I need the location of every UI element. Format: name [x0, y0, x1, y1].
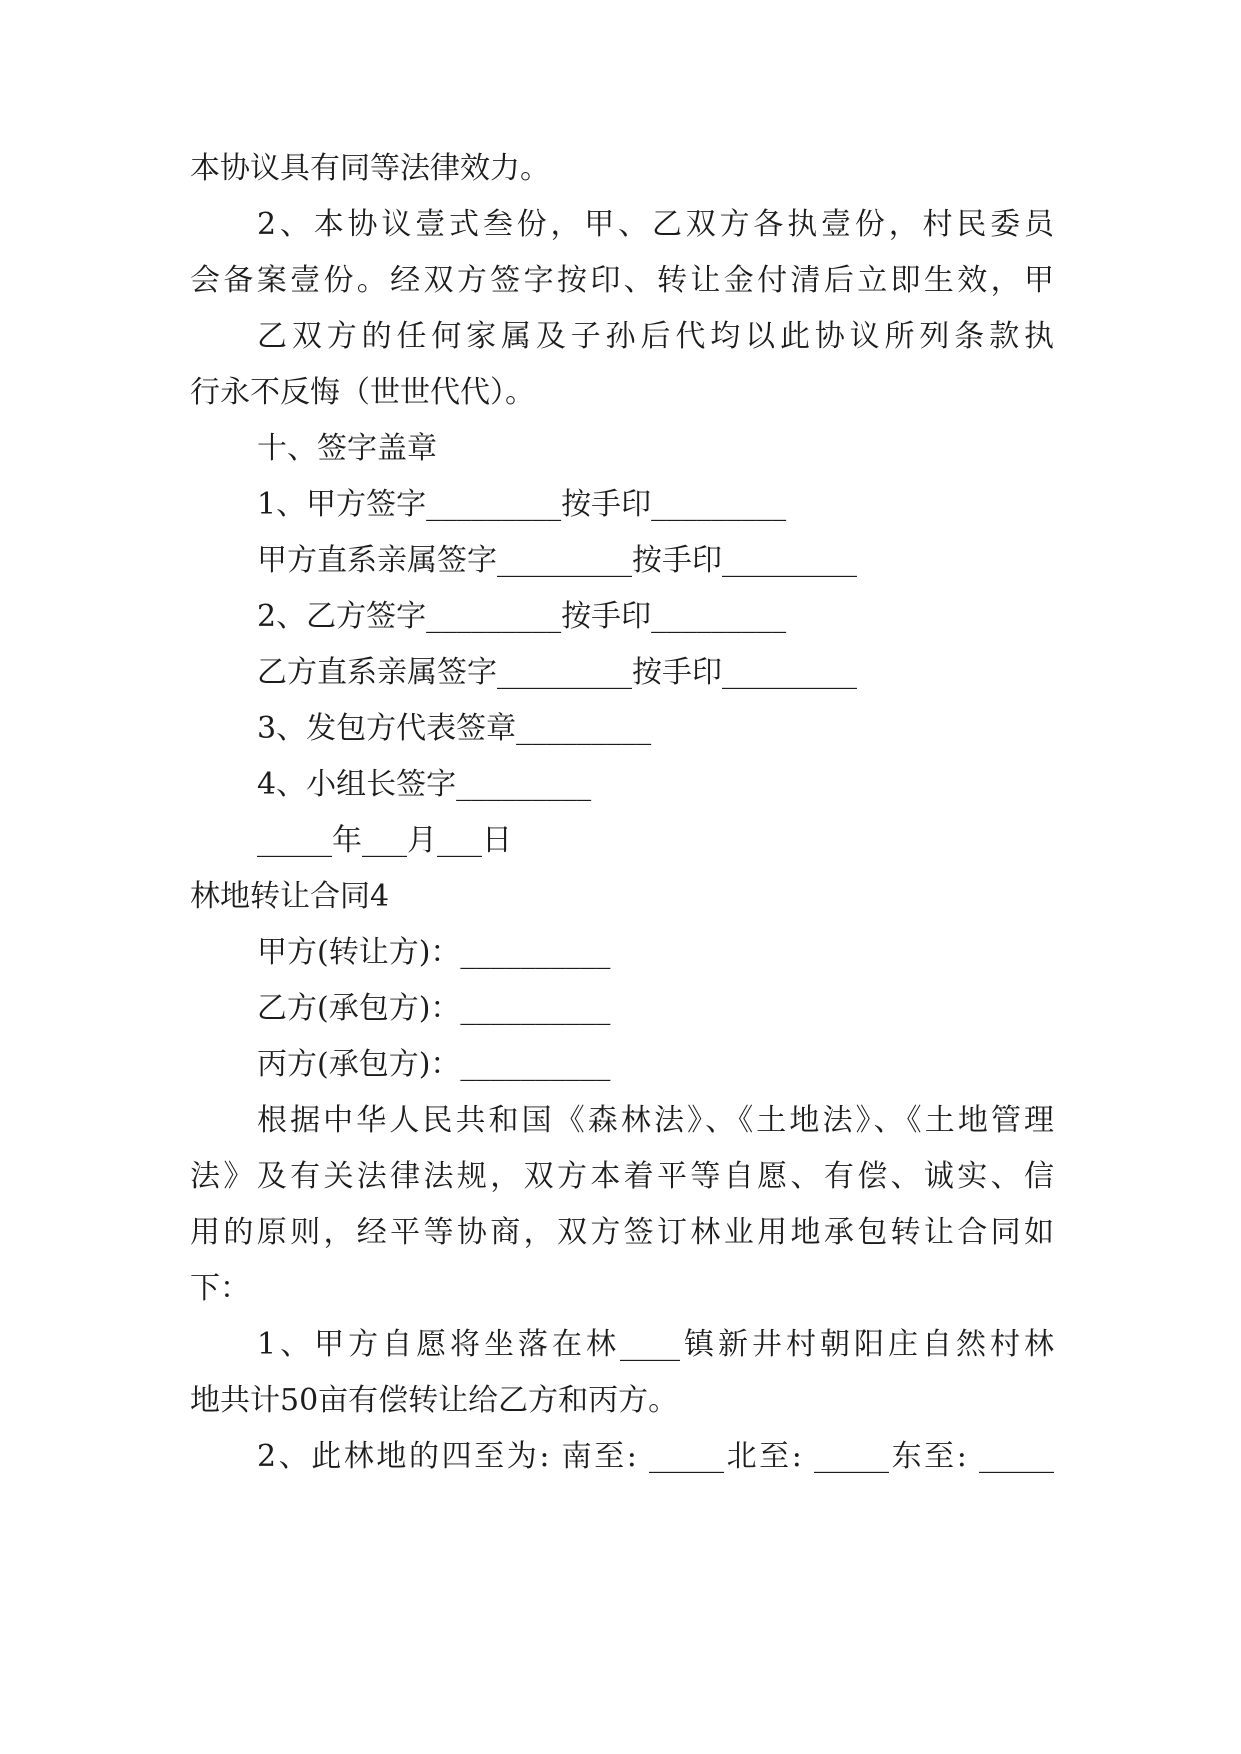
party-line: 丙方(承包方)：__________ — [257, 1047, 611, 1082]
date-line: _____年___月___日 — [257, 823, 512, 858]
paragraph-line: 法》及有关法律法规，双方本着平等自愿、有偿、诚实、信 — [190, 1159, 1054, 1194]
paragraph-line: 会备案壹份。经双方签字按印、转让金付清后立即生效，甲 — [190, 263, 1054, 298]
paragraph-line: 用的原则，经平等协商，双方签订林业用地承包转让合同如 — [190, 1215, 1054, 1250]
paragraph-line: 根据中华人民共和国《森林法》、《土地法》、《土地管理 — [257, 1103, 1054, 1138]
contract-title: 林地转让合同4 — [190, 879, 390, 914]
signature-line: 甲方直系亲属签字_________按手印_________ — [257, 543, 857, 578]
signature-line: 4、小组长签字_________ — [257, 767, 592, 802]
signature-line: 乙方直系亲属签字_________按手印_________ — [257, 655, 857, 690]
paragraph-line: 行永不反悔（世世代代）。 — [190, 375, 535, 410]
paragraph-line: 2、此林地的四至为: 南至: _____北至: _____东至: _____ — [257, 1439, 1054, 1474]
paragraph-line: 2、本协议壹式叁份，甲、乙双方各执壹份，村民委员 — [257, 207, 1054, 242]
signature-line: 3、发包方代表签章_________ — [257, 711, 652, 746]
paragraph-line: 1、甲方自愿将坐落在林____镇新井村朝阳庄自然村林 — [257, 1327, 1054, 1362]
signature-line: 2、乙方签字_________按手印_________ — [257, 599, 787, 634]
signature-line: 1、甲方签字_________按手印_________ — [257, 487, 787, 522]
paragraph-line: 地共计50亩有偿转让给乙方和丙方。 — [190, 1383, 679, 1418]
section-heading: 十、签字盖章 — [257, 431, 437, 466]
paragraph-line: 乙双方的任何家属及子孙后代均以此协议所列条款执 — [257, 319, 1054, 354]
paragraph-line: 本协议具有同等法律效力。 — [190, 151, 550, 186]
party-line: 乙方(承包方)：__________ — [257, 991, 611, 1026]
paragraph-line: 下： — [190, 1271, 250, 1306]
party-line: 甲方(转让方)：__________ — [257, 935, 611, 970]
